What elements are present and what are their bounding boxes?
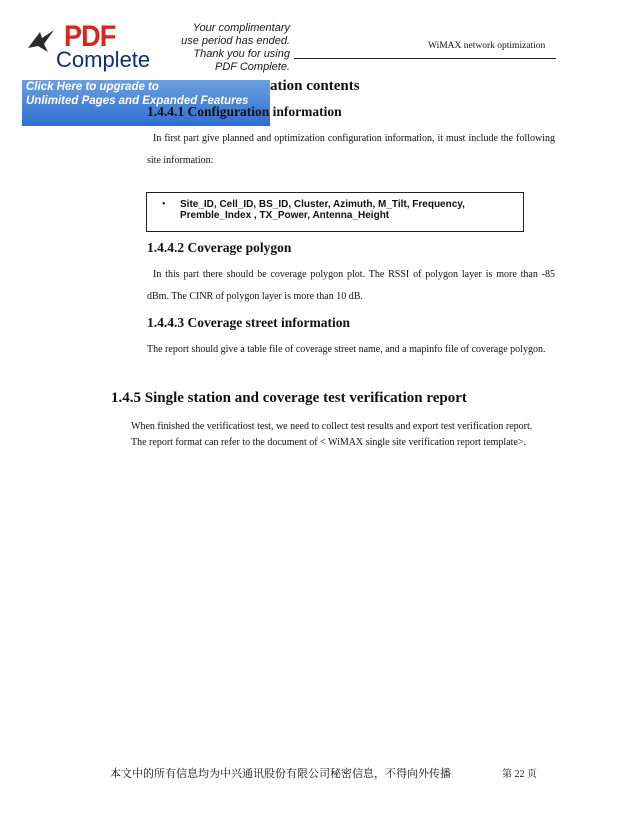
logo-pdf-text: PDF: [64, 20, 116, 53]
pdf-complete-logo: [22, 22, 162, 80]
bird-icon: [26, 28, 56, 54]
section-heading-1442: 1.4.4.2 Coverage polygon: [147, 240, 292, 255]
logo-complete-text: Complete: [56, 47, 151, 72]
banner-message-line: PDF Complete.: [215, 61, 290, 73]
paragraph-1442: In this part there should be coverage polygon plot. The RSSI of polygon layer is more than -85 dBm. The CINR of polygon layer is more than 10 dB.: [147, 269, 555, 302]
upgrade-link-line[interactable]: Unlimited Pages and Expanded Features: [26, 95, 249, 107]
paragraph-1443: The report should give a table file of coverage street name, and a mapinfo file of coverage polygon.: [147, 344, 546, 355]
banner-message-line: use period has ended.: [181, 35, 290, 47]
banner-message: [162, 22, 294, 80]
paragraph-1441: In first part give planned and optimization configuration information, it must include the following site information:: [147, 133, 555, 166]
paragraph-145-line2: The report format can refer to the document of < WiMAX single site verification report template>.: [131, 437, 526, 448]
section-heading-145: 1.4.5 Single station and coverage test verification report: [111, 390, 467, 406]
footer-page-number: 第 22 页: [502, 769, 537, 780]
section-heading-1443: 1.4.4.3 Coverage street information: [147, 315, 350, 330]
paragraph-145-line1: When finished the verificatiost test, we need to collect test results and export test verification report.: [131, 421, 533, 432]
section-heading-1441: 1.4.4.1 Configuration information: [147, 104, 342, 119]
banner-message-line: Your complimentary: [192, 22, 290, 34]
bullet-icon: •: [162, 199, 166, 210]
section-heading-partial: ation contents: [270, 78, 360, 94]
site-info-fields: Site_ID, Cell_ID, BS_ID, Cluster, Azimuth, M_Tilt, Frequency, Premble_Index , TX_Power, Antenna_Height: [180, 199, 465, 221]
header-rule: [255, 58, 556, 59]
banner-message-line: Thank you for using: [193, 48, 290, 60]
header-title: WiMAX network optimization: [428, 41, 546, 51]
pdf-complete-banner[interactable]: [22, 20, 290, 108]
upgrade-link-line[interactable]: Click Here to upgrade to: [26, 81, 159, 93]
footer-confidential-notice: 本文中的所有信息均为中兴通讯股份有限公司秘密信息，不得向外传播: [110, 768, 451, 780]
